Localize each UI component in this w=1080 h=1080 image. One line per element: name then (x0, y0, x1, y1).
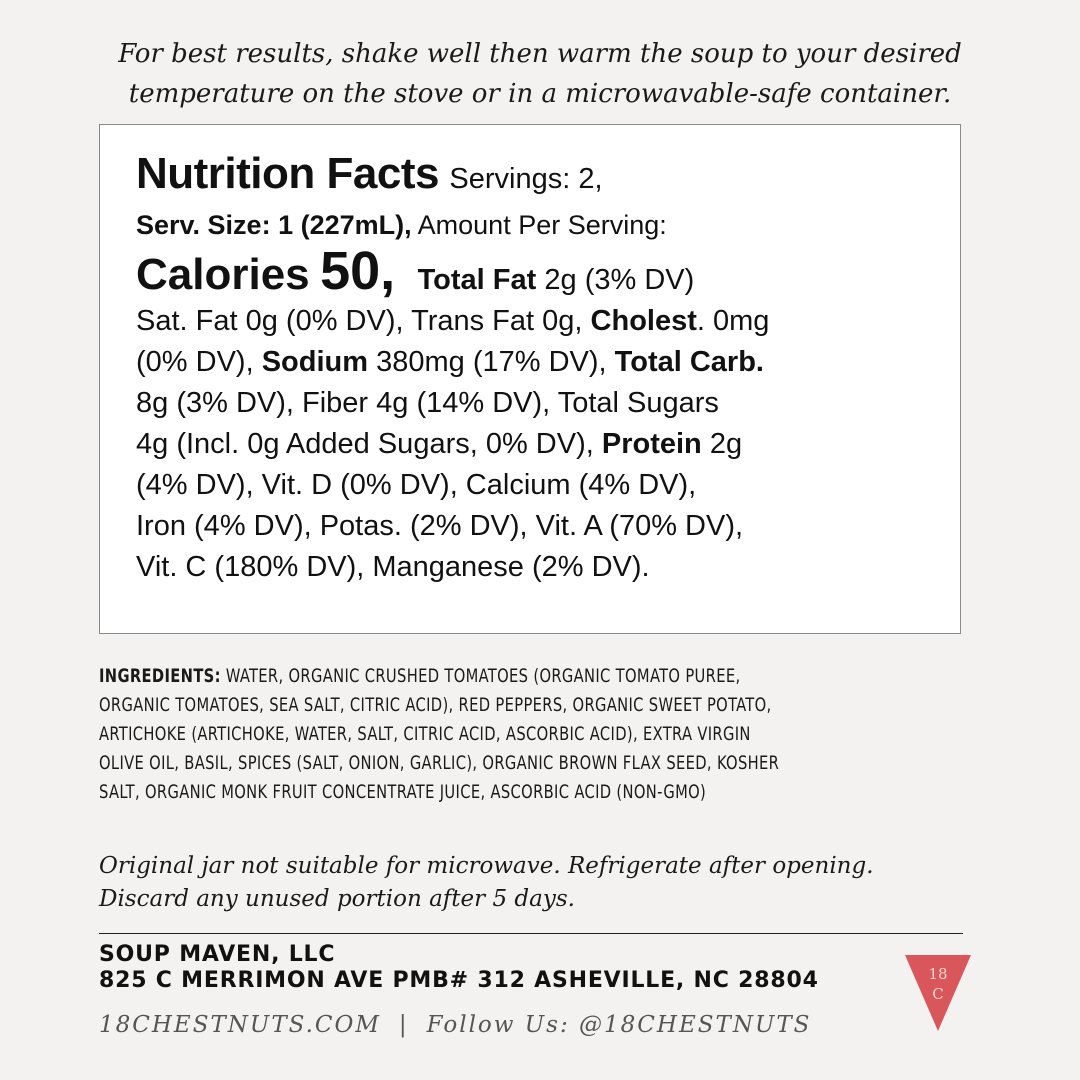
cholesterol-dv: (0% DV), (136, 346, 254, 378)
ingredients-label: INGREDIENTS: (99, 665, 221, 687)
protein-label: Protein (601, 428, 702, 460)
logo-text-bottom: C (932, 985, 944, 1003)
nutrition-facts-title: Nutrition Facts (136, 149, 439, 198)
cholesterol-label: Cholest (590, 305, 697, 337)
ingredients-list (99, 662, 979, 807)
sodium-label: Sodium (261, 346, 369, 378)
company-name: SOUP MAVEN, LLC (99, 942, 336, 967)
brand-logo (905, 955, 971, 1031)
heating-instructions-line1: For best results, shake well then warm the soup to your desired (118, 39, 962, 69)
storage-line1: Original jar not suitable for microwave. Refrigerate after opening. (99, 853, 874, 879)
sugars-line: 4g (Incl. 0g Added Sugars, 0% DV), (136, 428, 594, 460)
ingredients-line2: ORGANIC TOMATOES, SEA SALT, CITRIC ACID), RED PEPPERS, ORGANIC SWEET POTATO, (99, 694, 772, 716)
nutrition-facts-panel (99, 124, 961, 634)
calories-value: 50, (320, 241, 396, 301)
iron-line: Iron (4% DV), Potas. (2% DV), Vit. A (70% DV), (136, 510, 744, 542)
amount-per-serving: Amount Per Serving: (417, 210, 667, 240)
ingredients-line5: SALT, ORGANIC MONK FRUIT CONCENTRATE JUICE, ASCORBIC ACID (NON-GMO) (99, 781, 707, 803)
sat-fat-line: Sat. Fat 0g (0% DV), Trans Fat 0g, (136, 305, 583, 337)
servings: Servings: 2, (449, 163, 603, 195)
website-link[interactable]: 18CHESTNUTS.COM (99, 1012, 381, 1038)
ingredients-line4: OLIVE OIL, BASIL, SPICES (SALT, ONION, GARLIC), ORGANIC BROWN FLAX SEED, KOSHER (99, 752, 780, 774)
logo-text-top: 18 (928, 965, 948, 983)
heating-instructions-line2: temperature on the stove or in a microwavable-safe container. (128, 79, 952, 109)
protein-value: 2g (709, 428, 743, 460)
divider (99, 933, 963, 934)
carb-line: 8g (3% DV), Fiber 4g (14% DV), Total Sugars (136, 387, 719, 419)
footer (99, 1012, 811, 1038)
sodium-value: 380mg (17% DV), (376, 346, 607, 378)
footer-separator: | (398, 1012, 409, 1038)
calories-label: Calories (136, 250, 310, 299)
total-fat-label: Total Fat (417, 264, 537, 296)
ingredients-line1: WATER, ORGANIC CRUSHED TOMATOES (ORGANIC TOMATO PUREE, (225, 665, 741, 687)
vitamin-d-line: (4% DV), Vit. D (0% DV), Calcium (4% DV), (136, 469, 697, 501)
total-carb-label: Total Carb. (614, 346, 764, 378)
vitamin-c-line: Vit. C (180% DV), Manganese (2% DV). (136, 551, 650, 583)
company-address: 825 C MERRIMON AVE PMB# 312 ASHEVILLE, NC 28804 (99, 968, 819, 993)
total-fat-value: 2g (3% DV) (544, 264, 695, 296)
ingredients-line3: ARTICHOKE (ARTICHOKE, WATER, SALT, CITRIC ACID, ASCORBIC ACID), EXTRA VIRGIN (99, 723, 751, 745)
storage-line2: Discard any unused portion after 5 days. (99, 886, 575, 912)
company-info (99, 942, 819, 994)
serving-size: Serv. Size: 1 (227mL), (136, 210, 412, 240)
cholesterol-value: . 0mg (696, 305, 770, 337)
social-handle[interactable]: Follow Us: @18CHESTNUTS (426, 1012, 812, 1038)
storage-instructions (99, 850, 959, 916)
heating-instructions (60, 34, 1020, 114)
